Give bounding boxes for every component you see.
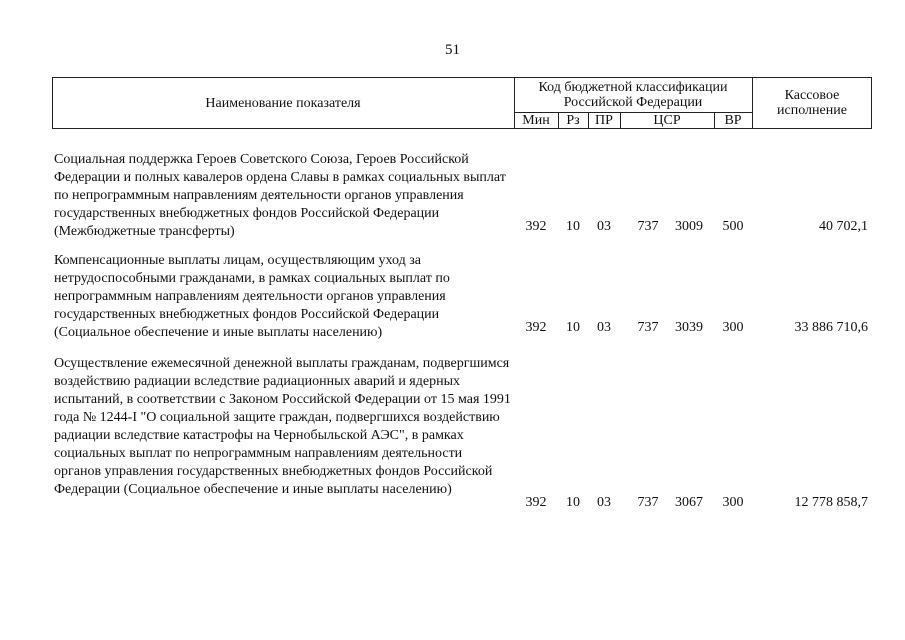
header-execution: Кассовое исполнение bbox=[777, 88, 847, 118]
table-row bbox=[52, 355, 872, 515]
header-rz: Рз bbox=[566, 113, 580, 128]
page-number: 51 bbox=[445, 42, 460, 58]
cell-csr-program: 737 bbox=[637, 219, 659, 234]
table-row bbox=[52, 252, 872, 342]
cell-rz: 10 bbox=[566, 495, 580, 510]
row-name: Компенсационные выплаты лицам, осуществляющим уход за нетрудоспособными гражданами, в рамках социальных выплат по непрограммным направлениям деятельности органов управления государственных внебюджетных фондов Российской Федерации (Социальное обеспечение и иные выплаты населению) bbox=[54, 253, 450, 340]
cell-vr: 300 bbox=[722, 320, 744, 335]
cell-min: 392 bbox=[525, 219, 547, 234]
header-csr: ЦСР bbox=[653, 113, 681, 128]
cell-min: 392 bbox=[525, 495, 547, 510]
header-name: Наименование показателя bbox=[205, 95, 361, 111]
cell-vr: 500 bbox=[722, 219, 744, 234]
header-code-group: Код бюджетной классификации Российской Федерации bbox=[538, 80, 728, 110]
cell-amount: 40 702,1 bbox=[819, 219, 868, 234]
cell-pr: 03 bbox=[597, 495, 611, 510]
cell-csr-direction: 3067 bbox=[675, 495, 703, 510]
header-min: Мин bbox=[522, 113, 550, 128]
header-vr: ВР bbox=[724, 113, 742, 128]
cell-rz: 10 bbox=[566, 320, 580, 335]
header-pr: ПР bbox=[595, 113, 613, 128]
cell-csr-direction: 3009 bbox=[675, 219, 703, 234]
row-name: Социальная поддержка Героев Советского Союза, Героев Российской Федерации и полных кавалеров ордена Славы в рамках социальных выплат по непрограммным направлениям деятельности органов управления государственных внебюджетных фондов Российской Федерации (Межбюджетные трансферты) bbox=[54, 152, 506, 239]
cell-csr-program: 737 bbox=[637, 495, 659, 510]
cell-min: 392 bbox=[525, 320, 547, 335]
cell-amount: 33 886 710,6 bbox=[794, 320, 868, 335]
cell-pr: 03 bbox=[597, 219, 611, 234]
cell-rz: 10 bbox=[566, 219, 580, 234]
cell-csr-program: 737 bbox=[637, 320, 659, 335]
cell-amount: 12 778 858,7 bbox=[794, 495, 868, 510]
cell-vr: 300 bbox=[722, 495, 744, 510]
table-header bbox=[52, 77, 872, 129]
cell-pr: 03 bbox=[597, 320, 611, 335]
cell-csr-direction: 3039 bbox=[675, 320, 703, 335]
table-row bbox=[52, 151, 872, 241]
row-name: Осуществление ежемесячной денежной выплаты гражданам, подвергшимся воздействию радиации вследствие радиационных аварий и ядерных испытаний, в соответствии с Законом Российской Федерации от 15 мая 1991 года № 1244-I "О социальной защите граждан, подвергшихся воздействию радиации вследствие катастрофы на Чернобыльской АЭС", в рамках социальных выплат по непрограммным направлениям деятельности органов управления государственных внебюджетных фондов Российской Федерации (Социальное обеспечение и иные выплаты населению) bbox=[54, 356, 511, 497]
